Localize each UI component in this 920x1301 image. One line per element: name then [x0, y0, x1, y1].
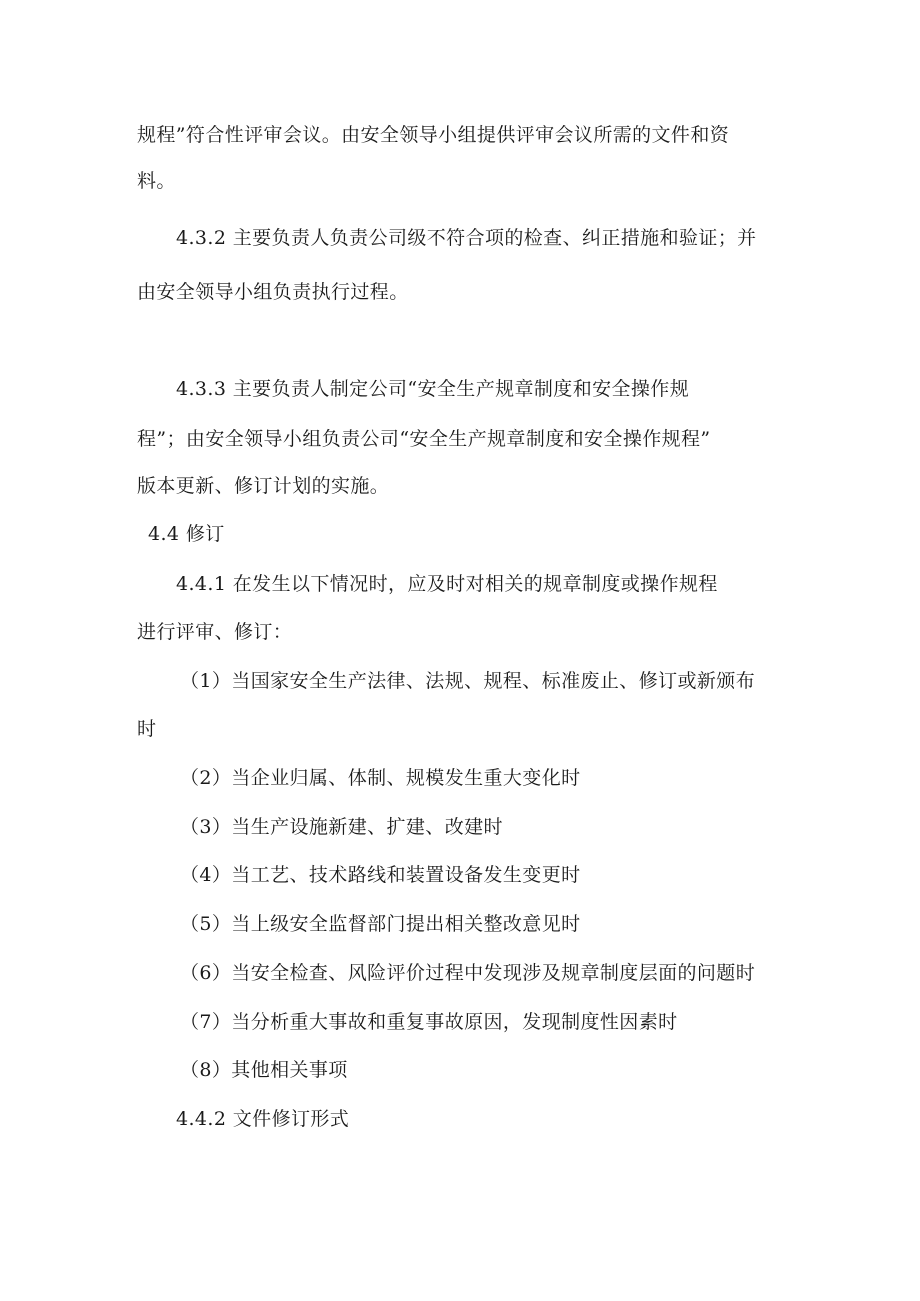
section-4-4-1-line: 进行评审、修订： — [137, 621, 293, 643]
list-item: （2）当企业归属、体制、规模发生重大变化时 — [180, 767, 581, 789]
list-item: （1）当国家安全生产法律、法规、规程、标准废止、修订或新颁布 — [180, 670, 756, 692]
list-item: （8）其他相关事项 — [180, 1059, 348, 1081]
list-item: 时 — [137, 718, 157, 740]
list-item: （6）当安全检查、风险评价过程中发现涉及规章制度层面的问题时 — [180, 962, 756, 984]
paragraph-line: 规程”符合性评审会议。由安全领导小组提供评审会议所需的文件和资 — [137, 124, 730, 146]
list-item: （5）当上级安全监督部门提出相关整改意见时 — [180, 913, 581, 935]
section-4-3-2-line: 4.3.2 主要负责人负责公司级不符合项的检查、纠正措施和验证；并 — [176, 227, 757, 249]
list-item: （4）当工艺、技术路线和装置设备发生变更时 — [180, 864, 581, 886]
list-item: （7）当分析重大事故和重复事故原因，发现制度性因素时 — [180, 1011, 678, 1033]
section-4-3-3-line: 版本更新、修订计划的实施。 — [137, 475, 390, 497]
paragraph-line: 料。 — [137, 170, 176, 192]
section-4-3-3-line: 4.3.3 主要负责人制定公司“安全生产规章制度和安全操作规 — [176, 378, 690, 400]
section-4-3-2-line: 由安全领导小组负责执行过程。 — [137, 281, 409, 303]
section-heading-4-4: 4.4 修订 — [148, 523, 225, 545]
section-4-3-3-line: 程”；由安全领导小组负责公司“安全生产规章制度和安全操作规程” — [137, 428, 711, 450]
list-item: （3）当生产设施新建、扩建、改建时 — [180, 816, 503, 838]
section-4-4-1-line: 4.4.1 在发生以下情况时，应及时对相关的规章制度或操作规程 — [176, 573, 718, 595]
section-heading-4-4-2: 4.4.2 文件修订形式 — [176, 1108, 350, 1130]
